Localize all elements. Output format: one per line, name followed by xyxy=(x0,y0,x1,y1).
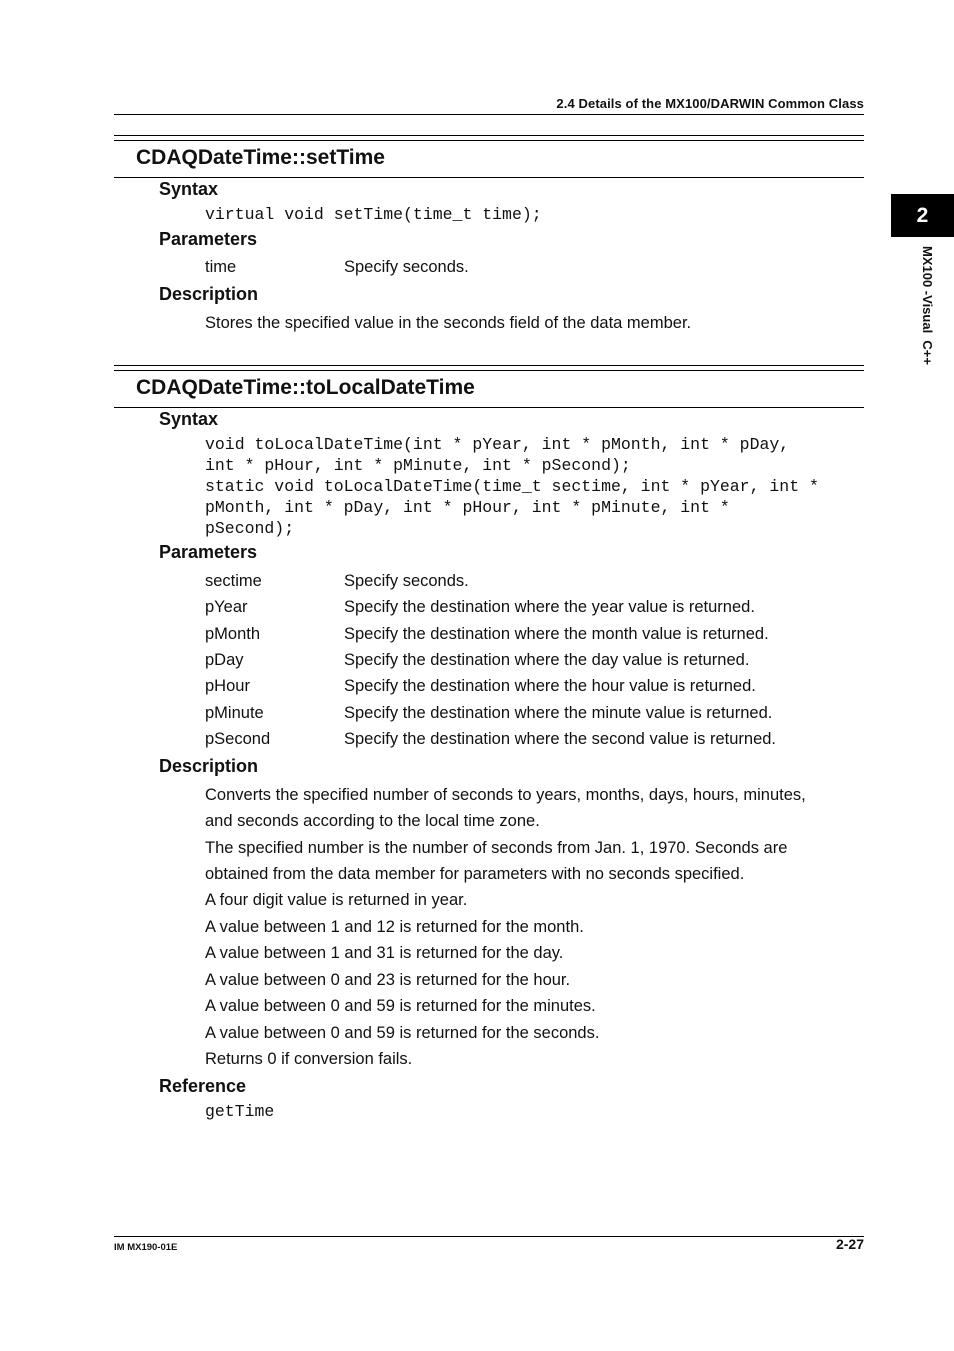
syntax-code-line: pMonth, int * pDay, int * pHour, int * pMinute, int * xyxy=(205,498,730,517)
parameter-row xyxy=(205,254,865,281)
parameter-description: Specify the destination where the month value is returned. xyxy=(344,625,769,643)
reference-link[interactable]: getTime xyxy=(205,1102,275,1121)
document-id: IM MX190-01E xyxy=(114,1242,178,1253)
section-rule-bottom xyxy=(114,177,864,178)
description-line: Converts the specified number of seconds to years, months, days, hours, minutes, xyxy=(205,786,806,804)
description-line: A value between 0 and 23 is returned for the hour. xyxy=(205,971,571,989)
parameter-description: Specify the destination where the second value is returned. xyxy=(344,730,777,748)
description-line: A value between 1 and 31 is returned for the day. xyxy=(205,944,564,962)
description-line: A value between 0 and 59 is returned for the minutes. xyxy=(205,997,596,1015)
parameter-row xyxy=(205,647,865,674)
description-line: and seconds according to the local time zone. xyxy=(205,812,540,830)
section-title: CDAQDateTime::setTime xyxy=(136,146,385,169)
parameter-name: pHour xyxy=(205,677,250,695)
section-rule-bottom xyxy=(114,407,864,408)
description-line: A value between 0 and 59 is returned for the seconds. xyxy=(205,1024,600,1042)
parameter-row xyxy=(205,621,865,648)
page-number: 2-27 xyxy=(835,1236,864,1252)
parameters-heading: Parameters xyxy=(159,229,258,249)
syntax-code-line: void toLocalDateTime(int * pYear, int * pMonth, int * pDay, xyxy=(205,435,790,454)
description-line: A four digit value is returned in year. xyxy=(205,891,468,909)
description-text: Stores the specified value in the seconds field of the data member. xyxy=(205,314,692,332)
syntax-heading: Syntax xyxy=(159,409,219,429)
parameter-description: Specify the destination where the day value is returned. xyxy=(344,651,750,669)
parameter-row xyxy=(205,673,865,700)
parameter-row xyxy=(205,568,865,595)
syntax-code-line: static void toLocalDateTime(time_t sectime, int * pYear, int * xyxy=(205,477,819,496)
parameter-name: pMonth xyxy=(205,625,261,643)
running-header: 2.4 Details of the MX100/DARWIN Common Class xyxy=(556,96,864,111)
chapter-tab: 2 xyxy=(891,194,954,237)
parameter-name: time xyxy=(205,258,237,276)
footer-rule xyxy=(114,1236,864,1237)
description-line: Returns 0 if conversion fails. xyxy=(205,1050,413,1068)
parameter-name: pSecond xyxy=(205,730,271,748)
section-rule-top xyxy=(114,365,864,371)
syntax-code: virtual void setTime(time_t time); xyxy=(205,205,542,224)
description-heading: Description xyxy=(159,284,259,304)
parameter-name: pYear xyxy=(205,598,248,616)
description-heading: Description xyxy=(159,756,259,776)
parameter-description: Specify the destination where the minute value is returned. xyxy=(344,704,773,722)
parameters-heading: Parameters xyxy=(159,542,258,562)
reference-heading: Reference xyxy=(159,1076,247,1096)
parameter-row xyxy=(205,726,865,753)
syntax-heading: Syntax xyxy=(159,179,219,199)
description-line: obtained from the data member for parameters with no seconds specified. xyxy=(205,865,745,883)
parameter-row xyxy=(205,594,865,621)
parameter-description: Specify seconds. xyxy=(344,572,469,590)
syntax-code-line: pSecond); xyxy=(205,519,295,538)
parameter-name: pMinute xyxy=(205,704,264,722)
section-title: CDAQDateTime::toLocalDateTime xyxy=(136,376,475,399)
chapter-tab-label: MX100 -Visual C++ xyxy=(920,246,935,365)
parameter-name: pDay xyxy=(205,651,244,669)
header-rule xyxy=(114,114,864,115)
description-line: A value between 1 and 12 is returned for the month. xyxy=(205,918,584,936)
syntax-code-line: int * pHour, int * pMinute, int * pSecond); xyxy=(205,456,631,475)
parameter-name: sectime xyxy=(205,572,262,590)
parameter-description: Specify the destination where the hour value is returned. xyxy=(344,677,756,695)
parameter-description: Specify seconds. xyxy=(344,258,469,276)
section-rule-top xyxy=(114,135,864,141)
parameter-row xyxy=(205,700,865,727)
description-line: The specified number is the number of seconds from Jan. 1, 1970. Seconds are xyxy=(205,839,788,857)
parameter-description: Specify the destination where the year value is returned. xyxy=(344,598,755,616)
